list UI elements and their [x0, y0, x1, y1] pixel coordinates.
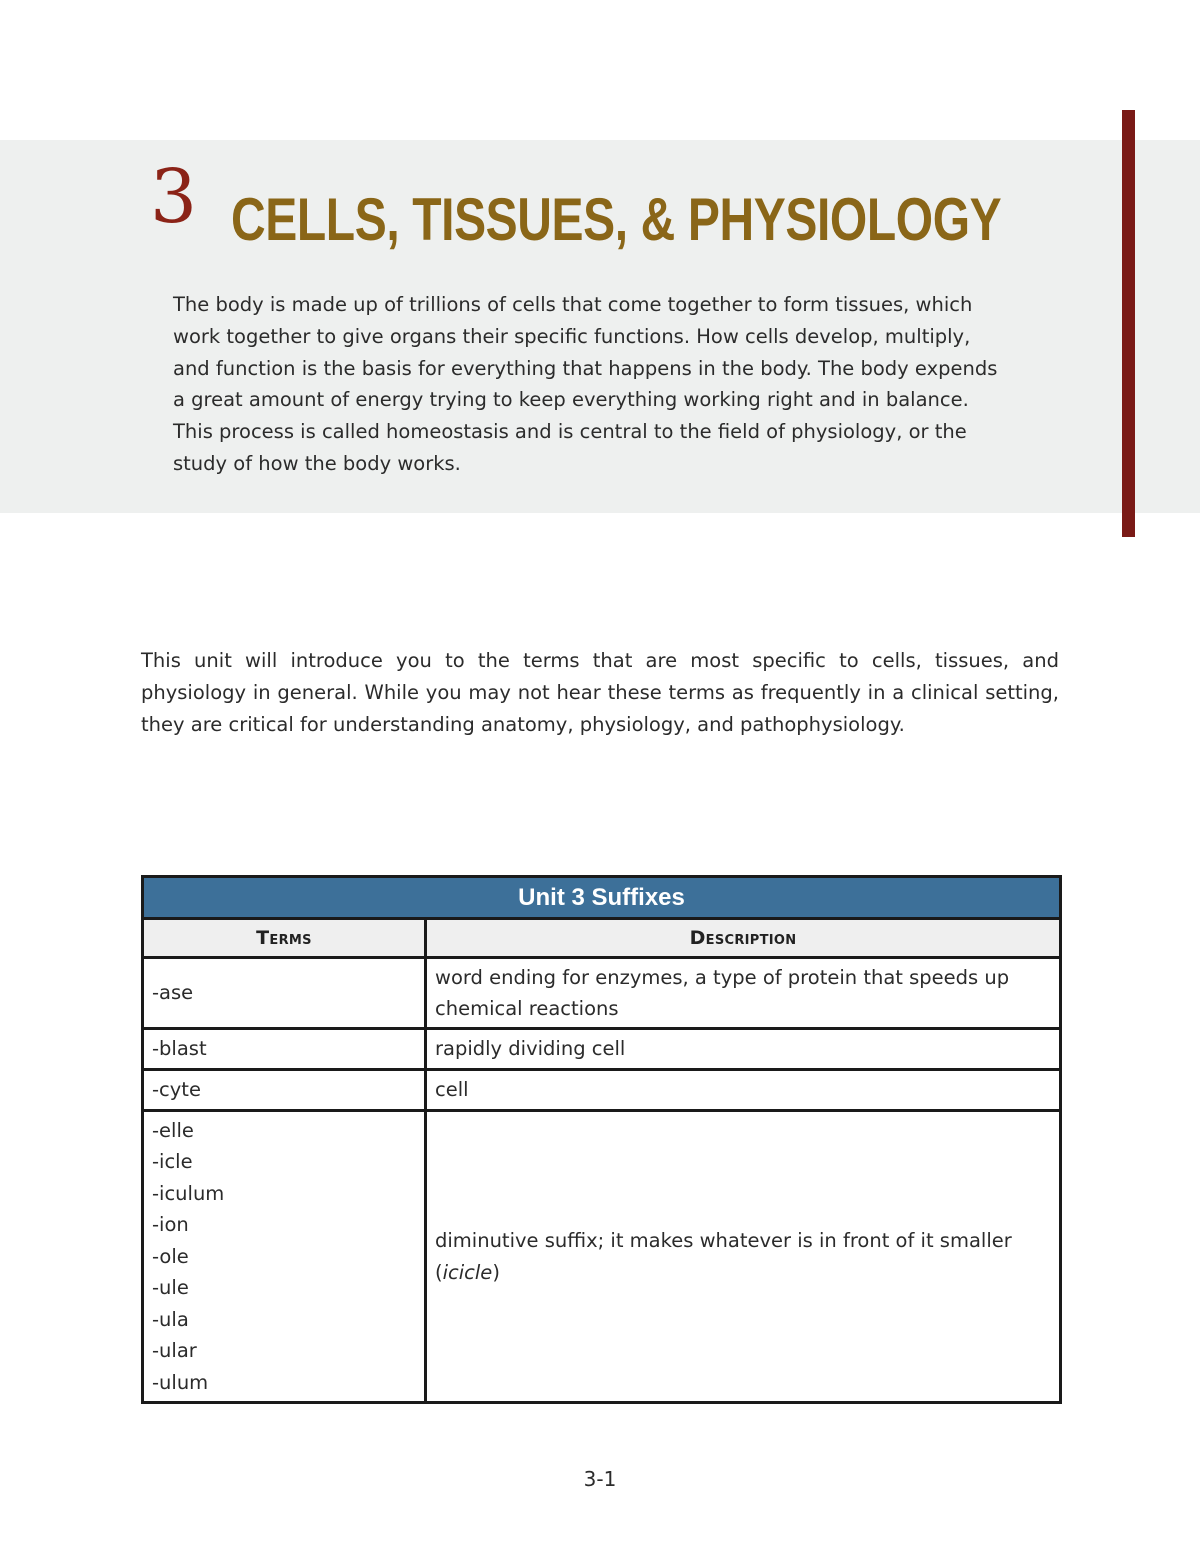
description-cell: rapidly dividing cell	[426, 1029, 1061, 1070]
term-cell	[143, 958, 426, 1029]
term: -icle	[152, 1150, 193, 1174]
term-cell	[143, 1111, 426, 1403]
chapter-accent-bar	[1122, 110, 1135, 537]
table-caption: Unit 3 Suffixes	[143, 877, 1061, 919]
term: -elle	[152, 1118, 194, 1142]
column-header-description: Description	[426, 919, 1061, 958]
chapter-intro: The body is made up of trillions of cells that come together to form tissues, which work together to give organs their specific functions. How cells develop, multiply, and function is the basis for everything that happens in the body. The body expends a great amount of energy trying to keep everything working right and in balance. This process is called homeostasis and is central to the field of physiology, or the study of how the body works.	[173, 293, 998, 475]
term: -ular	[152, 1339, 197, 1363]
table-row	[143, 1029, 1061, 1070]
term-list	[152, 1115, 416, 1399]
description-cell	[426, 1111, 1061, 1403]
term: -ion	[152, 1213, 189, 1237]
example-close-paren: )	[492, 1260, 500, 1284]
term-cell	[143, 1029, 426, 1070]
example-open-paren: (	[435, 1260, 443, 1284]
chapter-title: CELLS, TISSUES, & PHYSIOLOGY	[231, 186, 1002, 253]
description-cell: cell	[426, 1070, 1061, 1111]
suffix-table	[141, 875, 1062, 1404]
term: -ase	[152, 981, 194, 1005]
description-text: diminutive suffix; it makes whatever is in front of it smaller	[435, 1229, 1012, 1252]
table-row	[143, 958, 1061, 1029]
chapter-number: 3	[150, 154, 198, 240]
unit-intro-paragraph: This unit will introduce you to the terms that are most specific to cells, tissues, and physiology in general. While you may not hear these terms as frequently in a clinical setting, they are critical for understanding anatomy, physiology, and pathophysiology.	[141, 649, 1059, 736]
example-term: icicle	[442, 1260, 493, 1284]
term: -ule	[152, 1276, 189, 1300]
term: -ula	[152, 1307, 189, 1331]
term: -ole	[152, 1244, 189, 1268]
term: -blast	[152, 1037, 207, 1061]
term: -cyte	[152, 1078, 201, 1102]
term: -ulum	[152, 1370, 209, 1394]
column-header-terms: Terms	[143, 919, 426, 958]
table-row	[143, 1070, 1061, 1111]
page-number: 3-1	[583, 1467, 617, 1491]
description-cell: word ending for enzymes, a type of protein that speeds up chemical reactions	[426, 958, 1061, 1029]
term: -iculum	[152, 1181, 225, 1205]
term-cell	[143, 1070, 426, 1111]
table-row	[143, 1111, 1061, 1403]
